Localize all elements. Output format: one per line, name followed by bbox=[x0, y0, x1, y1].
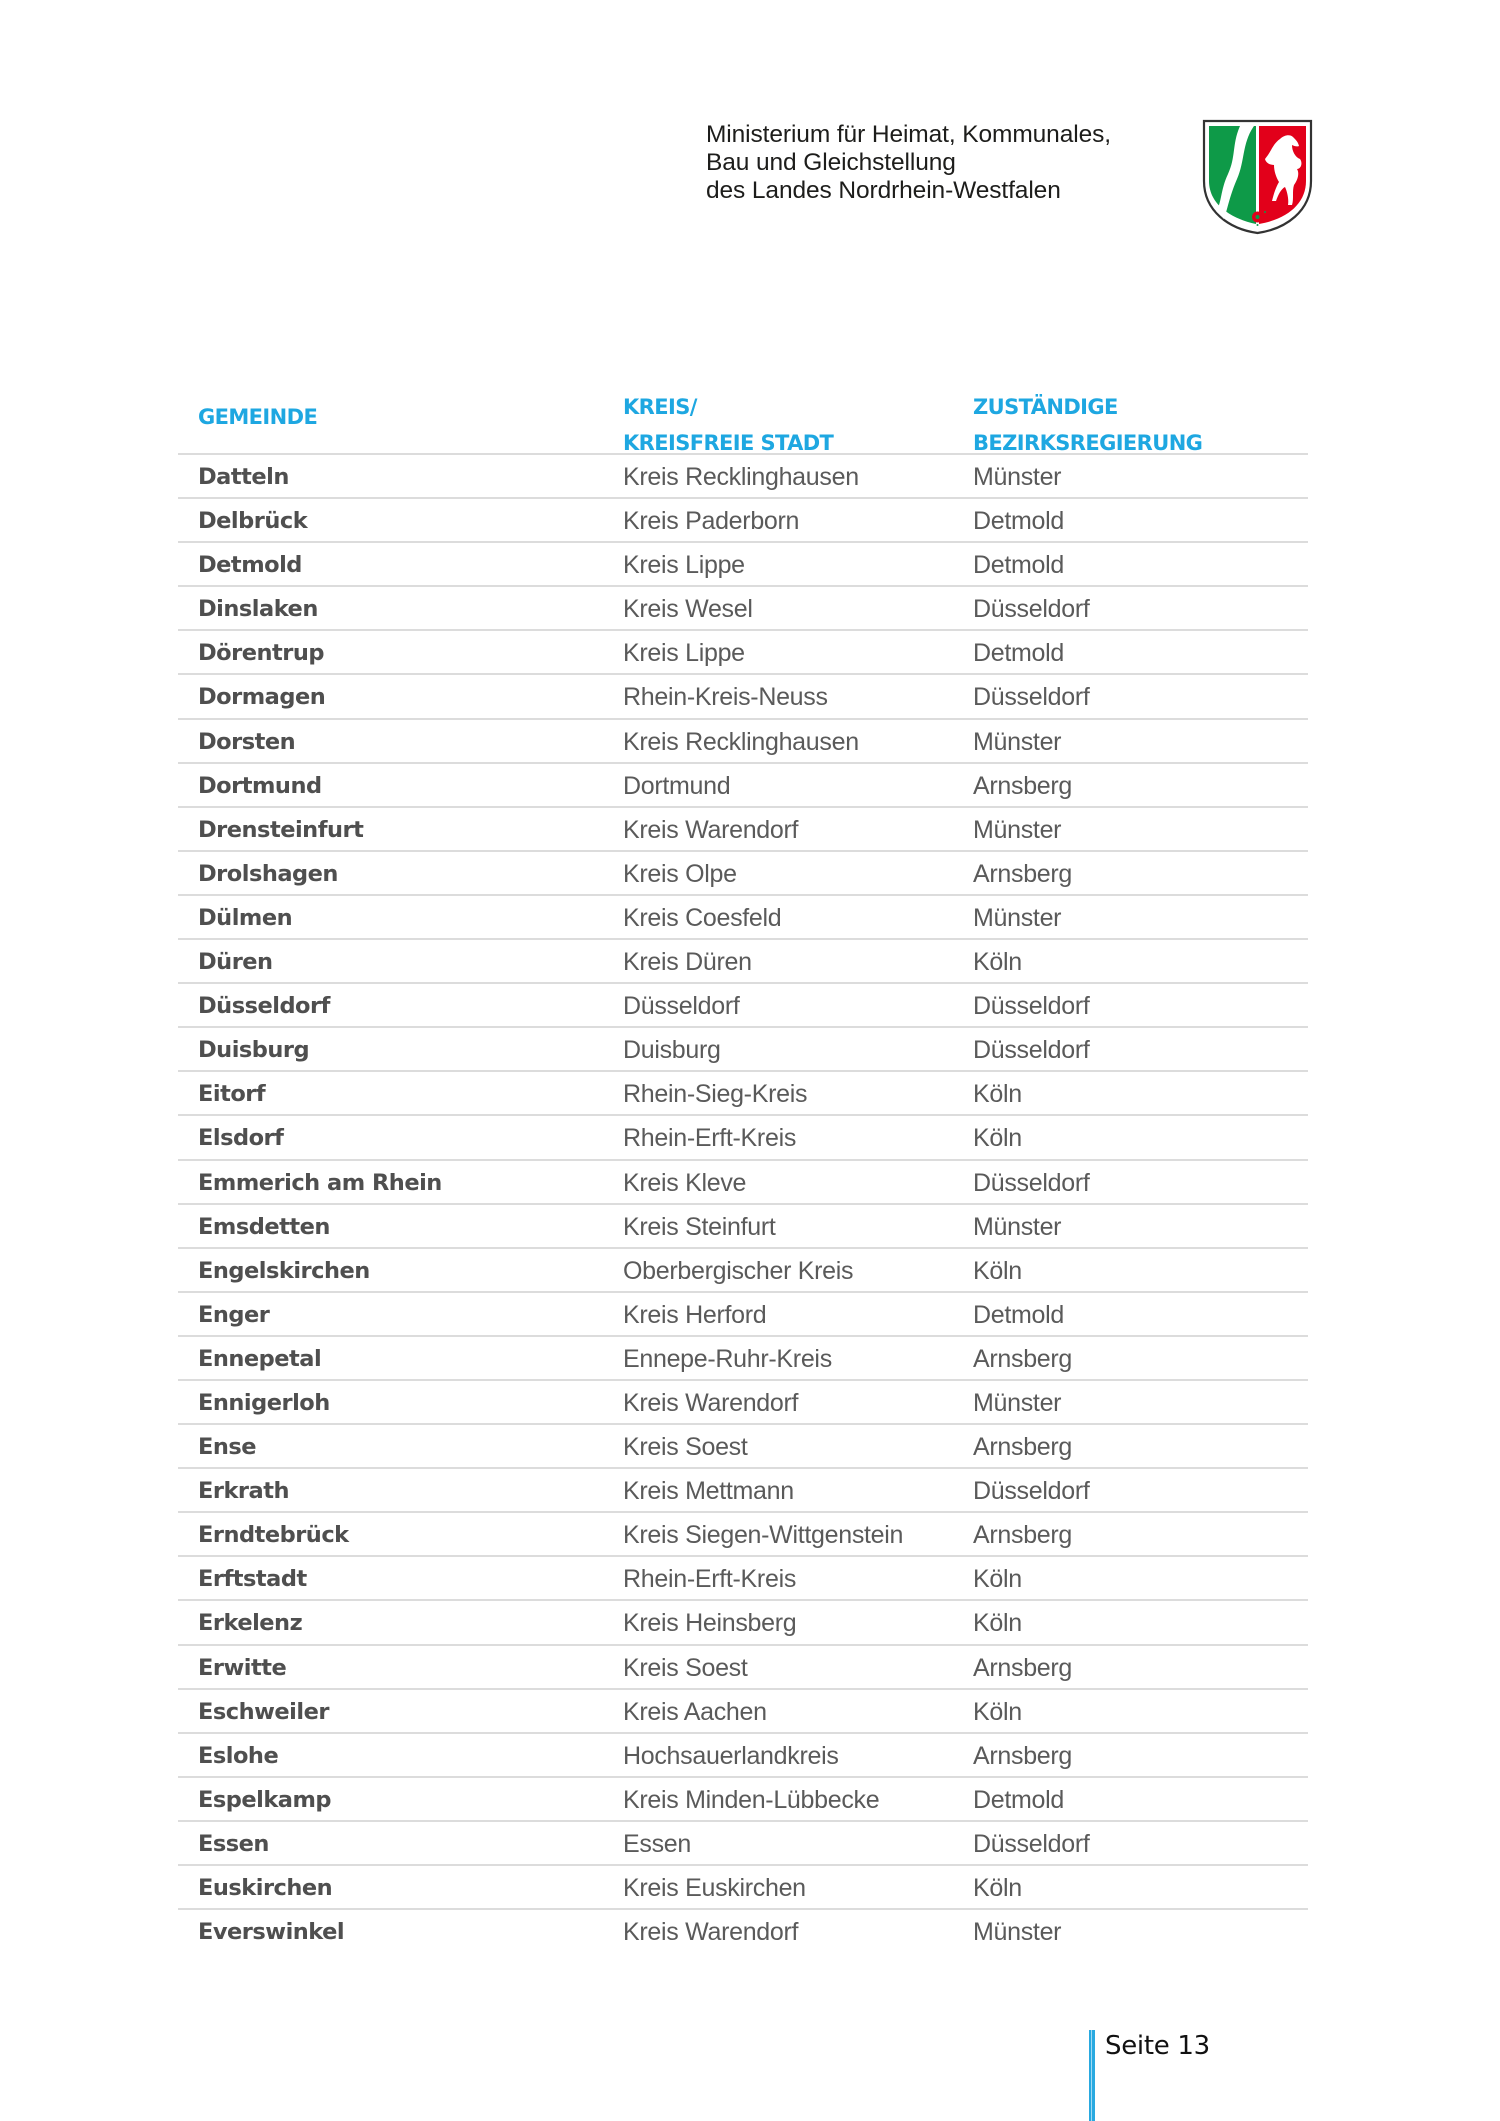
regional-authority-cell: Münster bbox=[973, 815, 1062, 844]
municipality-cell: Drolshagen bbox=[198, 860, 338, 887]
district-cell: Kreis Warendorf bbox=[623, 1388, 799, 1417]
table-row bbox=[178, 1601, 1308, 1645]
municipality-cell: Everswinkel bbox=[198, 1919, 345, 1946]
municipality-cell: Ense bbox=[198, 1434, 257, 1461]
district-cell: Kreis Lippe bbox=[623, 639, 745, 668]
table-row bbox=[178, 1072, 1308, 1116]
regional-authority-cell: Münster bbox=[973, 1918, 1062, 1947]
municipality-cell: Emsdetten bbox=[198, 1213, 330, 1240]
regional-authority-cell: Köln bbox=[973, 1256, 1022, 1285]
district-cell: Rhein-Erft-Kreis bbox=[623, 1565, 797, 1594]
municipality-cell: Düren bbox=[198, 949, 273, 976]
column-header-bezirk-line-2: BEZIRKSREGIERUNG bbox=[973, 431, 1203, 455]
municipality-cell: Enger bbox=[198, 1301, 270, 1328]
municipality-cell: Emmerich am Rhein bbox=[198, 1169, 442, 1196]
district-cell: Düsseldorf bbox=[623, 992, 740, 1021]
table-row bbox=[178, 1557, 1308, 1601]
municipality-cell: Essen bbox=[198, 1830, 269, 1857]
district-cell: Hochsauerlandkreis bbox=[623, 1741, 839, 1770]
table-row bbox=[178, 984, 1308, 1028]
page-number: Seite 13 bbox=[1105, 2031, 1210, 2061]
municipality-cell: Drensteinfurt bbox=[198, 816, 364, 843]
municipality-cell: Duisburg bbox=[198, 1037, 310, 1064]
regional-authority-cell: Düsseldorf bbox=[973, 1477, 1090, 1506]
table-row bbox=[178, 675, 1308, 719]
table-row bbox=[178, 1337, 1308, 1381]
regional-authority-cell: Düsseldorf bbox=[973, 595, 1090, 624]
district-cell: Kreis Heinsberg bbox=[623, 1609, 797, 1638]
regional-authority-cell: Köln bbox=[973, 1697, 1022, 1726]
table-row bbox=[178, 1425, 1308, 1469]
table-row bbox=[178, 543, 1308, 587]
district-cell: Dortmund bbox=[623, 771, 731, 800]
district-cell: Kreis Steinfurt bbox=[623, 1212, 776, 1241]
ministry-line-2: Bau und Gleichstellung bbox=[706, 149, 956, 176]
regional-authority-cell: Düsseldorf bbox=[973, 1036, 1090, 1065]
district-cell: Kreis Warendorf bbox=[623, 1918, 799, 1947]
municipality-cell: Elsdorf bbox=[198, 1125, 284, 1152]
column-header-bezirksregierung bbox=[973, 389, 1202, 461]
regional-authority-cell: Köln bbox=[973, 948, 1022, 977]
municipality-cell: Dörentrup bbox=[198, 640, 324, 667]
table-row bbox=[178, 1293, 1308, 1337]
regional-authority-cell: Münster bbox=[973, 463, 1062, 491]
municipality-cell: Erwitte bbox=[198, 1654, 287, 1681]
table-row bbox=[178, 1646, 1308, 1690]
regional-authority-cell: Arnsberg bbox=[973, 1741, 1073, 1770]
regional-authority-cell: Düsseldorf bbox=[973, 992, 1090, 1021]
municipality-cell: Dinslaken bbox=[198, 596, 318, 623]
table-row bbox=[178, 631, 1308, 675]
district-cell: Kreis Siegen-Wittgenstein bbox=[623, 1521, 904, 1550]
ministry-line-3: des Landes Nordrhein-Westfalen bbox=[706, 177, 1061, 204]
district-cell: Kreis Soest bbox=[623, 1653, 748, 1682]
district-cell: Kreis Düren bbox=[623, 948, 752, 977]
regional-authority-cell: Detmold bbox=[973, 551, 1064, 580]
regional-authority-cell: Arnsberg bbox=[973, 1653, 1073, 1682]
district-cell: Rhein-Erft-Kreis bbox=[623, 1124, 797, 1153]
regional-authority-cell: Köln bbox=[973, 1080, 1022, 1109]
column-header-gemeinde: GEMEINDE bbox=[198, 405, 318, 429]
regional-authority-cell: Detmold bbox=[973, 507, 1064, 536]
table-row bbox=[178, 764, 1308, 808]
district-cell: Ennepe-Ruhr-Kreis bbox=[623, 1344, 832, 1373]
regional-authority-cell: Köln bbox=[973, 1565, 1022, 1594]
district-cell: Oberbergischer Kreis bbox=[623, 1256, 854, 1285]
ministry-line-1: Ministerium für Heimat, Kommunales, bbox=[706, 121, 1111, 148]
table-row bbox=[178, 587, 1308, 631]
table-row bbox=[178, 499, 1308, 543]
district-cell: Kreis Paderborn bbox=[623, 507, 800, 536]
regional-authority-cell: Detmold bbox=[973, 639, 1064, 668]
municipality-cell: Dorsten bbox=[198, 728, 296, 755]
municipality-cell: Delbrück bbox=[198, 508, 308, 535]
table-row bbox=[178, 940, 1308, 984]
district-cell: Kreis Warendorf bbox=[623, 815, 799, 844]
district-cell: Duisburg bbox=[623, 1036, 721, 1065]
municipality-cell: Düsseldorf bbox=[198, 993, 330, 1020]
district-cell: Kreis Herford bbox=[623, 1300, 767, 1329]
table-row bbox=[178, 1778, 1308, 1822]
table-row bbox=[178, 1822, 1308, 1866]
municipality-cell: Ennepetal bbox=[198, 1345, 322, 1372]
regional-authority-cell: Arnsberg bbox=[973, 1344, 1073, 1373]
column-header-kreis bbox=[623, 389, 833, 461]
municipality-cell: Engelskirchen bbox=[198, 1257, 370, 1284]
table-row bbox=[178, 1116, 1308, 1160]
regional-authority-cell: Münster bbox=[973, 903, 1062, 932]
regional-authority-cell: Düsseldorf bbox=[973, 1168, 1090, 1197]
regional-authority-cell: Arnsberg bbox=[973, 771, 1073, 800]
table-row bbox=[178, 720, 1308, 764]
district-cell: Kreis Recklinghausen bbox=[623, 727, 859, 756]
municipality-cell: Eitorf bbox=[198, 1081, 266, 1108]
table-row bbox=[178, 1381, 1308, 1425]
regional-authority-cell: Münster bbox=[973, 1388, 1062, 1417]
regional-authority-cell: Düsseldorf bbox=[973, 683, 1090, 712]
table-row bbox=[178, 896, 1308, 940]
regional-authority-cell: Arnsberg bbox=[973, 1433, 1073, 1462]
district-cell: Kreis Aachen bbox=[623, 1697, 767, 1726]
municipality-cell: Eslohe bbox=[198, 1742, 279, 1769]
table-row bbox=[178, 1734, 1308, 1778]
table-row bbox=[178, 1513, 1308, 1557]
table-header bbox=[178, 380, 1308, 455]
municipality-cell: Detmold bbox=[198, 552, 302, 579]
district-cell: Kreis Soest bbox=[623, 1433, 748, 1462]
table-body bbox=[178, 455, 1308, 1952]
table-row bbox=[178, 1205, 1308, 1249]
column-header-bezirk-line-1: ZUSTÄNDIGE bbox=[973, 395, 1118, 419]
municipality-cell: Erkelenz bbox=[198, 1610, 303, 1637]
district-cell: Kreis Minden-Lübbecke bbox=[623, 1785, 880, 1814]
district-cell: Kreis Lippe bbox=[623, 551, 745, 580]
column-header-kreis-line-2: KREISFREIE STADT bbox=[623, 431, 834, 455]
municipality-cell: Erkrath bbox=[198, 1478, 289, 1505]
table-row bbox=[178, 1910, 1308, 1952]
regional-authority-cell: Detmold bbox=[973, 1300, 1064, 1329]
nrw-coat-of-arms-icon bbox=[1202, 119, 1313, 235]
district-cell: Rhein-Sieg-Kreis bbox=[623, 1080, 808, 1109]
municipality-cell: Erftstadt bbox=[198, 1566, 307, 1593]
regional-authority-cell: Arnsberg bbox=[973, 859, 1073, 888]
municipality-cell: Dormagen bbox=[198, 684, 326, 711]
regional-authority-cell: Köln bbox=[973, 1874, 1022, 1902]
district-cell: Rhein-Kreis-Neuss bbox=[623, 683, 828, 712]
table-row bbox=[178, 455, 1308, 499]
table-row bbox=[178, 1028, 1308, 1072]
table-row bbox=[178, 808, 1308, 852]
footer-accent-bar bbox=[1089, 2030, 1095, 2121]
municipality-cell: Ennigerloh bbox=[198, 1389, 330, 1416]
district-cell: Kreis Coesfeld bbox=[623, 903, 782, 932]
municipality-cell: Espelkamp bbox=[198, 1786, 332, 1813]
table-row bbox=[178, 1866, 1308, 1910]
regional-authority-cell: Münster bbox=[973, 727, 1062, 756]
municipality-cell: Eschweiler bbox=[198, 1698, 329, 1725]
regional-authority-cell: Münster bbox=[973, 1212, 1062, 1241]
regional-authority-cell: Detmold bbox=[973, 1785, 1064, 1814]
municipality-cell: Euskirchen bbox=[198, 1875, 333, 1901]
municipality-cell: Datteln bbox=[198, 464, 289, 490]
regional-authority-cell: Köln bbox=[973, 1124, 1022, 1153]
district-cell: Kreis Wesel bbox=[623, 595, 753, 624]
table-row bbox=[178, 1690, 1308, 1734]
table-row bbox=[178, 852, 1308, 896]
district-cell: Kreis Mettmann bbox=[623, 1477, 794, 1506]
municipality-cell: Erndtebrück bbox=[198, 1522, 349, 1549]
ministry-name bbox=[706, 121, 1111, 205]
table-row bbox=[178, 1249, 1308, 1293]
municipality-cell: Dülmen bbox=[198, 904, 293, 931]
district-cell: Kreis Recklinghausen bbox=[623, 463, 859, 491]
table-row bbox=[178, 1161, 1308, 1205]
table-row bbox=[178, 1469, 1308, 1513]
district-cell: Kreis Olpe bbox=[623, 859, 737, 888]
municipality-cell: Dortmund bbox=[198, 772, 322, 799]
regional-authority-cell: Köln bbox=[973, 1609, 1022, 1638]
regional-authority-cell: Düsseldorf bbox=[973, 1829, 1090, 1858]
district-cell: Kreis Kleve bbox=[623, 1168, 747, 1197]
municipality-table bbox=[178, 380, 1308, 1952]
regional-authority-cell: Arnsberg bbox=[973, 1521, 1073, 1550]
column-header-kreis-line-1: KREIS/ bbox=[623, 395, 697, 419]
district-cell: Kreis Euskirchen bbox=[623, 1874, 806, 1902]
district-cell: Essen bbox=[623, 1829, 691, 1858]
